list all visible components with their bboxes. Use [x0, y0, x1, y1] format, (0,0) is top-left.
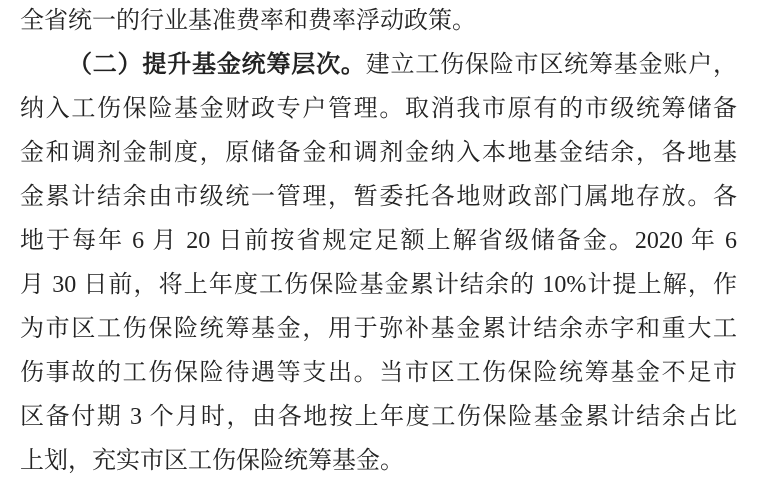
paragraph2-first-line: [20, 43, 737, 87]
paragraph1-last-line: 全省统一的行业基准费率和费率浮动政策。: [20, 8, 476, 34]
text-line: 区备付期 3 个月时，由各地按上年度工伤保险基金累计结余占比: [20, 404, 737, 430]
document-text-block: [20, 0, 737, 482]
text-run: 建立工伤保险市区统筹基金账户，: [365, 52, 737, 78]
text-line: 月 30 日前，将上年度工伤保险基金累计结余的 10%计提上解，作: [20, 272, 737, 298]
text-line: 金和调剂金制度，原储备金和调剂金纳入本地基金结余，各地基: [20, 140, 737, 166]
text-line: 金累计结余由市级统一管理，暂委托各地财政部门属地存放。各: [20, 184, 737, 210]
section-heading: （二）提升基金统筹层次。: [68, 52, 366, 78]
text-line: 纳入工伤保险基金财政专户管理。取消我市原有的市级统筹储备: [20, 96, 737, 122]
text-line: 伤事故的工伤保险待遇等支出。当市区工伤保险统筹基金不足市: [20, 360, 737, 386]
paragraph2-last-line: 上划，充实市区工伤保险统筹基金。: [20, 448, 404, 474]
text-line: 为市区工伤保险统筹基金，用于弥补基金累计结余赤字和重大工: [20, 316, 737, 342]
text-line: 地于每年 6 月 20 日前按省规定足额上解省级储备金。2020 年 6: [20, 228, 737, 254]
